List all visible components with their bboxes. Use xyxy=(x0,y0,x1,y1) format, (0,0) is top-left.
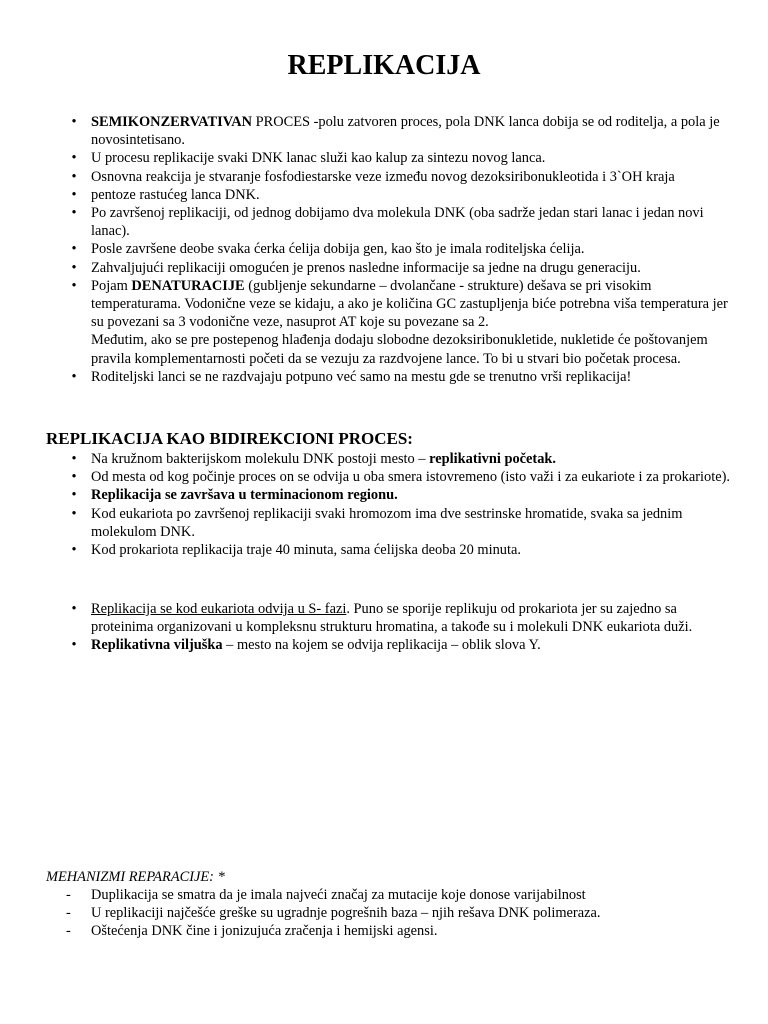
list-item xyxy=(0,277,768,368)
semikonzervativan-list xyxy=(0,113,768,386)
list-item xyxy=(0,922,768,940)
dash-icon: - xyxy=(66,905,71,922)
list-item-text: pentoze rastućeg lanca DNK. xyxy=(91,186,260,203)
list-item xyxy=(0,600,768,636)
list-item xyxy=(0,368,768,386)
bidirekcioni-list xyxy=(0,450,768,559)
term-semikonzervativan: SEMIKONZERVATIVAN xyxy=(91,114,253,130)
list-item-text: Od mesta od kog počinje proces on se odvija u oba smera istovremeno (isto važi i za eukariote i za prokariote). xyxy=(91,469,730,486)
term-replikativna-viljuska: Replikativna viljuška xyxy=(91,637,223,654)
eukariote-list xyxy=(0,600,768,655)
list-item-text: U replikaciji najčešće greške su ugradnje pogrešnih baza – njih rešava DNK polimeraza. xyxy=(91,905,601,922)
list-item-text: Roditeljski lanci se ne razdvajaju potpuno već samo na mestu gde se trenutno vrši replikacija! xyxy=(91,368,632,385)
page-title: REPLIKACIJA xyxy=(287,50,481,81)
list-item-continuation: Međutim, ako se pre postepenog hlađenja dodaju slobodne dezoksiribonukletide, nukletide će poštovanjem pravila komplementarnosti početi da se vezuju za razdvojene lance. To bi u stvari bio početak procesa. xyxy=(91,332,708,367)
bullet-icon: • xyxy=(71,205,77,222)
list-item-text: Kod prokariota replikacija traje 40 minuta, sama ćelijska deoba 20 minuta. xyxy=(91,542,521,559)
list-item xyxy=(0,486,768,504)
list-item xyxy=(0,149,768,167)
bullet-icon: • xyxy=(71,114,77,130)
list-item-text: Zahvaljujući replikaciji omogućen je prenos nasledne informacije sa jedne na drugu generaciju. xyxy=(91,259,641,276)
section-heading-mehanizmi: MEHANIZMI REPARACIJE: * xyxy=(46,869,225,885)
list-item-text: Pojam xyxy=(91,277,132,294)
dash-icon: - xyxy=(66,923,71,940)
bullet-icon: • xyxy=(71,259,77,276)
list-item-text: Na kružnom bakterijskom molekulu DNK postoji mesto – xyxy=(91,451,430,467)
list-item xyxy=(0,168,768,186)
dash-icon: - xyxy=(66,887,71,903)
list-item-text: – mesto na kojem se odvija replikacija – oblik slova Y. xyxy=(222,637,541,654)
term-denaturacije: DENATURACIJE xyxy=(131,277,245,294)
list-item xyxy=(0,904,768,922)
list-item-text: PROCES -polu zatvoren proces, pola DNK lanca dobija se od roditelja, a pola je novosintetisano. xyxy=(91,114,720,149)
list-item xyxy=(0,541,768,559)
list-item-text: Duplikacija se smatra da je imala najveći značaj za mutacije koje donose varijabilnost xyxy=(91,887,586,903)
bullet-icon: • xyxy=(71,505,77,522)
term-terminacioni-region: Replikacija se završava u terminacionom regionu. xyxy=(91,487,398,504)
list-item-text: Kod eukariota po završenoj replikaciji svaki hromozom ima dve sestrinske hromatide, svaka sa jednim molekulom DNK. xyxy=(91,505,683,540)
list-item xyxy=(0,240,768,258)
bullet-icon: • xyxy=(71,168,77,185)
list-item-text: Oštećenja DNK čine i jonizujuća zračenja i hemijski agensi. xyxy=(91,923,438,940)
section-heading-bidirekcioni: REPLIKACIJA KAO BIDIREKCIONI PROCES: xyxy=(46,429,413,448)
list-item xyxy=(0,259,768,277)
list-item xyxy=(0,204,768,240)
list-item xyxy=(0,505,768,541)
bullet-icon: • xyxy=(71,487,77,504)
underlined-phrase: Replikacija se kod eukariota odvija u S- fazi xyxy=(91,601,347,617)
list-item-text: Osnovna reakcija je stvaranje fosfodiestarske veze između novog dezoksiribonukleotida i 3`OH kraja xyxy=(91,168,675,185)
bullet-icon: • xyxy=(71,469,77,486)
list-item-text: . Puno se sporije replikuju od prokariota jer su zajedno sa proteinima organizovani u kompleksnu strukturu hromatina, a takođe su i molekuli DNK eukariota duži. xyxy=(91,601,693,636)
list-item-text: Posle završene deobe svaka ćerka ćelija dobija gen, kao što je imala roditeljska ćelija. xyxy=(91,241,585,258)
list-item-text: U procesu replikacije svaki DNK lanac služi kao kalup za sintezu novog lanca. xyxy=(91,150,546,167)
bullet-icon: • xyxy=(71,186,77,203)
bullet-icon: • xyxy=(71,637,77,654)
list-item xyxy=(0,636,768,654)
bullet-icon: • xyxy=(71,542,77,559)
term-replikativni-pocetak: replikativni početak. xyxy=(429,451,557,467)
mehanizmi-list xyxy=(0,886,768,941)
bullet-icon: • xyxy=(71,601,77,617)
list-item xyxy=(0,886,768,904)
list-item xyxy=(0,113,768,149)
bullet-icon: • xyxy=(71,150,77,167)
list-item-text: (gubljenje sekundarne – dvolančane - strukture) dešava se pri visokim temperaturama. Vodonične veze se kidaju, a ako je količina GC zastupljenja biće potrebna viša temperatura jer su povezani sa 3 vodonične veze, nasuprot AT koje su povezane sa 2. xyxy=(91,277,728,331)
list-item xyxy=(0,450,768,468)
bullet-icon: • xyxy=(71,277,77,294)
list-item xyxy=(0,186,768,204)
list-item xyxy=(0,468,768,486)
bullet-icon: • xyxy=(71,451,77,467)
list-item-text: Po završenoj replikaciji, od jednog dobijamo dva molekula DNK (oba sadrže jedan stari lanac i jedan novi lanac). xyxy=(91,205,704,240)
bullet-icon: • xyxy=(71,241,77,258)
bullet-icon: • xyxy=(71,368,77,385)
